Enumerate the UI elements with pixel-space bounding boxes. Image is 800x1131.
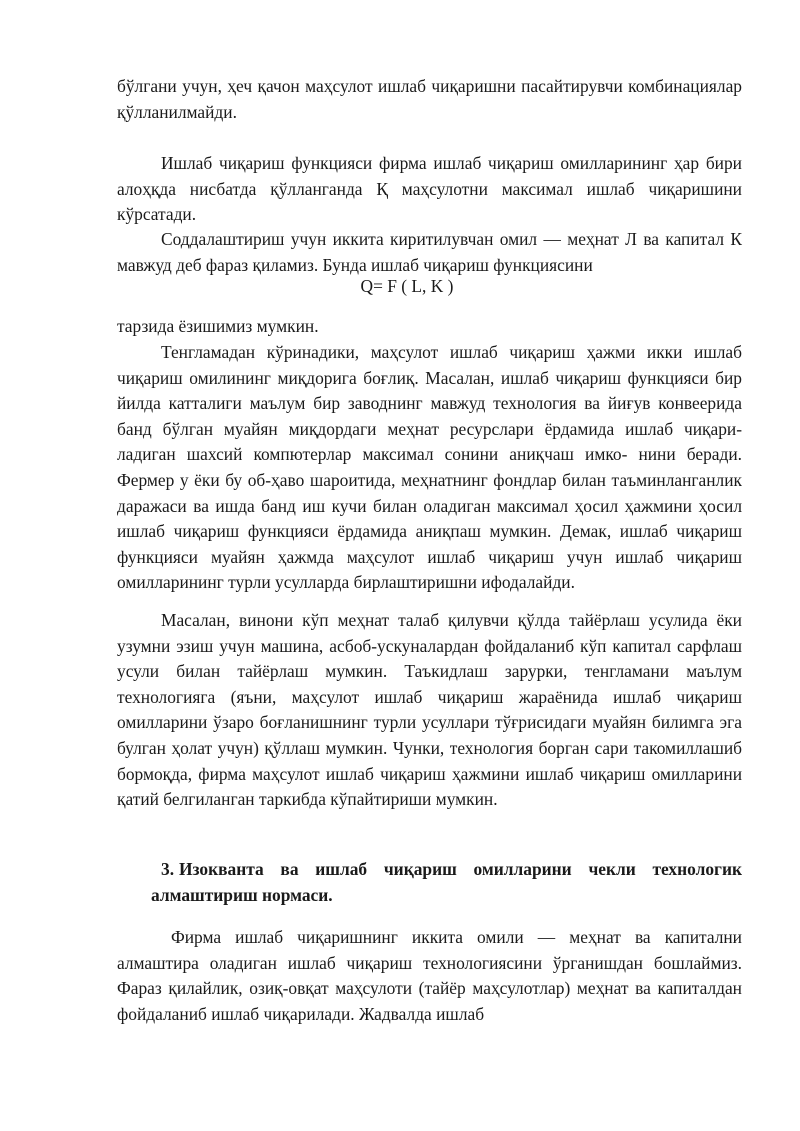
section-heading [153, 857, 742, 908]
paragraph-production-function: Ишлаб чиқариш функцияси фирма ишлаб чиқариш омилларининг ҳар бири алоҳқда нисбатда қўлланганда Қ маҳсулотни максимал ишлаб чиқаришини кўрсатади. [117, 153, 742, 225]
paragraph-intro: бўлгани учун, ҳеч қачон маҳсулот ишлаб чиқаришни пасайтирувчи комбинациялар қўлланилмайди. [117, 76, 742, 122]
paragraph-example: Масалан, винони кўп меҳнат талаб қилувчи қўлда тайёрлаш усулида ёки узумни эзиш учун машина, асбоб-ускуналардан фойдаланиб кўп капитал сарфлаш усули билан тайёрлаш мумкин. Таъкидлаш зарурки, тенгламани маълум технологияга (яъни, маҳсулот ишлаб чиқариш жараёнида ишлаб чиқариш омилларини ўзаро боғланишнинг турли усуллари тўғрисидаги муайян билимга эга булган ҳолат учун) қўллаш мумкин. Чунки, технология борган сари такомиллашиб бормоқда, фирма маҳсулот ишлаб чиқариш ҳажмини ишлаб чиқариш омилларини қатий белгиланган таркибда кўпайтириши мумкин. [117, 610, 742, 810]
paragraph-simplification: Соддалаштириш учун иккита киритилувчан омил — меҳнат Л ва капитал К мавжуд деб фараз қиламиз. Бунда ишлаб чиқариш функциясини [117, 229, 742, 275]
section-number: 3. [161, 859, 175, 879]
paragraph-firm: Фирма ишлаб чиқаришнинг иккита омили — меҳнат ва капитални алмаштира оладиган ишлаб чиқариш технологиясини ўрганишдан бошлаймиз. Фараз қилайлик, озиқ-овқат маҳсулоти (тайёр маҳсулотлар) меҳнат ва капиталдан фойдаланиб ишлаб чиқарилади. Жадвалда ишлаб [117, 927, 742, 1024]
paragraph-equation: Тенгламадан кўринадики, маҳсулот ишлаб чиқариш ҳажми икки ишлаб чиқариш омилининг миқдорига боғлиқ. Масалан, ишлаб чиқариш функцияси бир йилда катталиги маълум бир заводнинг мавжуд технология ва йиғув конвеерида банд бўлган муайян миқдордаги меҳнат ресурслари ёрдамида ишлаб чиқари- ладиган шахсий компютерлар максимал сонини аниқчаш имко- нини беради. Фермер у ёки бу об-ҳаво шароитида, меҳнатнинг фондлар билан таъминланганлик даражаси ва ишда банд иш кучи билан оладиган максимал ҳосил ҳажмини ҳосил ишлаб чиқариш функцияси ёрдамида аниқпаш мумкин. Демак, ишлаб чиқариш функцияси муайян ҳажмда маҳсулот ишлаб чиқариш учун ишлаб чиқариш омилларининг турли усулларда бирлаштиришни ифодалайди. [117, 342, 742, 593]
section-title: Изокванта ва ишлаб чиқариш омилларини чекли технологик алмаштириш нормаси. [151, 859, 742, 905]
formula: Q= F ( L, K ) [360, 276, 454, 296]
paragraph-form: тарзида ёзишимиз мумкин. [117, 316, 319, 336]
